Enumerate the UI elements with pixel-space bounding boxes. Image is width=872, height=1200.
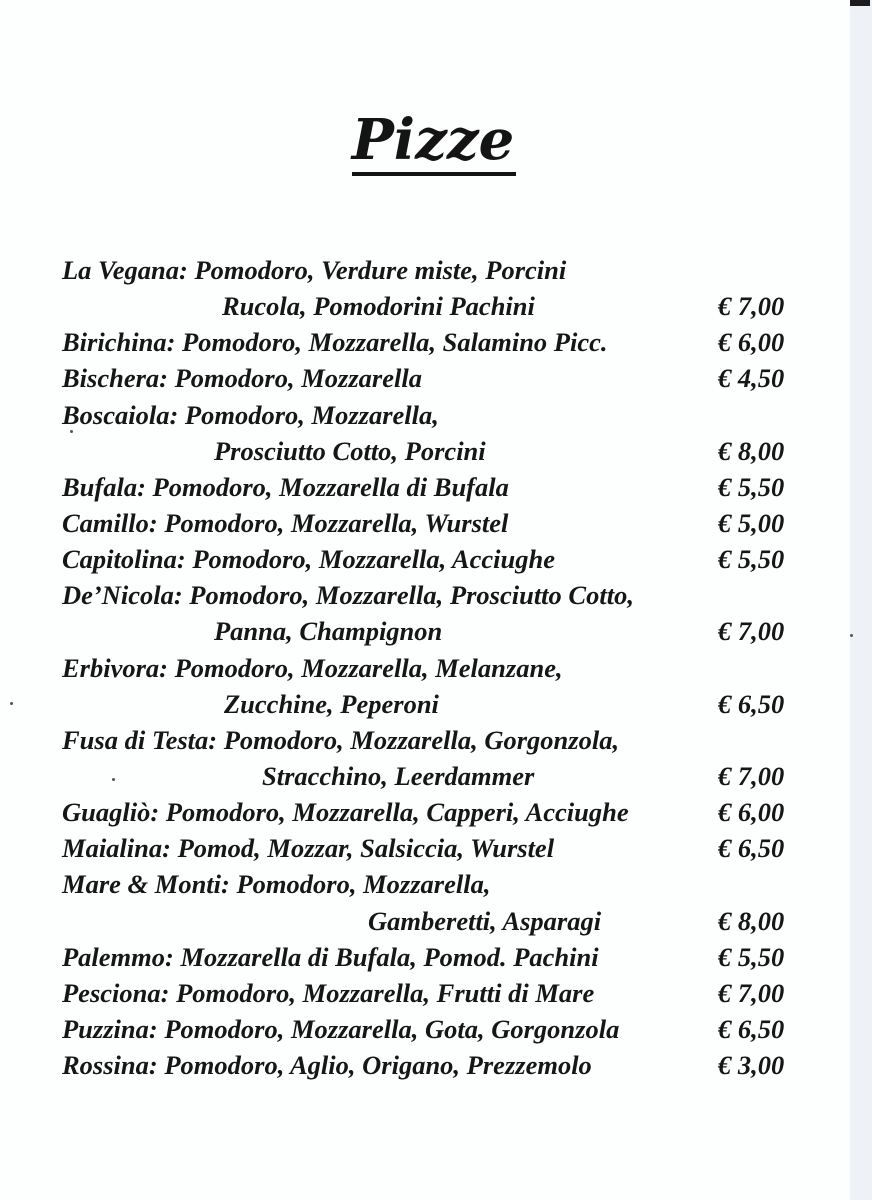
menu-line-price: € 7,00	[718, 977, 785, 1008]
menu-line-price: € 6,50	[718, 1013, 785, 1044]
menu-line-text: Bischera: Pomodoro, Mozzarella	[62, 363, 422, 394]
menu-line-text: Mare & Monti: Pomodoro, Mozzarella,	[62, 869, 491, 900]
menu-line	[62, 324, 802, 360]
scan-speck	[850, 634, 853, 637]
menu-line-text: Rucola, Pomodorini Pachini	[222, 291, 535, 322]
menu-line-text: Stracchino, Leerdammer	[262, 760, 535, 791]
menu-line-text: Capitolina: Pomodoro, Mozzarella, Acciughe	[62, 544, 555, 575]
pizza-list	[62, 252, 802, 1083]
menu-line	[62, 650, 802, 686]
menu-line-text: Guagliò: Pomodoro, Mozzarella, Capperi, Acciughe	[62, 797, 629, 828]
menu-line-price: € 5,00	[718, 507, 785, 538]
menu-line	[62, 541, 802, 577]
menu-line-text: Panna, Champignon	[214, 616, 443, 647]
menu-line	[62, 1011, 802, 1047]
menu-line-text: Birichina: Pomodoro, Mozzarella, Salamino Picc.	[62, 327, 608, 358]
menu-line	[62, 505, 802, 541]
menu-line-text: Maialina: Pomod, Mozzar, Salsiccia, Wurstel	[62, 833, 555, 864]
menu-line-price: € 5,50	[718, 471, 785, 502]
menu-line-text: Palemmo: Mozzarella di Bufala, Pomod. Pachini	[62, 941, 599, 972]
menu-line	[62, 252, 802, 288]
scan-speck	[112, 778, 115, 781]
menu-line-price: € 8,00	[718, 905, 785, 936]
menu-line-price: € 6,00	[718, 327, 785, 358]
menu-line-text: De’Nicola: Pomodoro, Mozzarella, Prosciutto Cotto,	[62, 580, 634, 611]
menu-line-price: € 5,50	[718, 941, 785, 972]
menu-line	[62, 830, 802, 866]
menu-line-text: Gamberetti, Asparagi	[368, 905, 602, 936]
scan-corner-mark	[850, 0, 870, 6]
menu-line-text: La Vegana: Pomodoro, Verdure miste, Porcini	[62, 255, 567, 285]
menu-line	[62, 577, 802, 613]
menu-line-price: € 6,00	[718, 797, 785, 828]
menu-line-text: Fusa di Testa: Pomodoro, Mozzarella, Gorgonzola,	[62, 724, 620, 755]
menu-line	[62, 469, 802, 505]
menu-line-price: € 7,00	[718, 291, 785, 322]
menu-line-text: Boscaiola: Pomodoro, Mozzarella,	[62, 399, 439, 430]
menu-line	[62, 722, 802, 758]
menu-line-price: € 5,50	[718, 544, 785, 575]
scan-speck	[70, 430, 73, 433]
menu-line	[62, 360, 802, 396]
menu-line	[62, 613, 802, 649]
menu-line	[62, 975, 802, 1011]
menu-line-text: Puzzina: Pomodoro, Mozzarella, Gota, Gorgonzola	[62, 1013, 620, 1044]
menu-line	[62, 433, 802, 469]
menu-line-text: Camillo: Pomodoro, Mozzarella, Wurstel	[62, 507, 509, 538]
menu-line-price: € 7,00	[718, 616, 785, 647]
menu-line	[62, 903, 802, 939]
menu-line-text: Bufala: Pomodoro, Mozzarella di Bufala	[62, 471, 509, 502]
title-block	[0, 108, 872, 176]
menu-line-text: Zucchine, Peperoni	[224, 688, 439, 719]
menu-line-text: Prosciutto Cotto, Porcini	[214, 435, 486, 466]
menu-line-text: Pesciona: Pomodoro, Mozzarella, Frutti di Mare	[62, 977, 595, 1008]
menu-line-text: Erbivora: Pomodoro, Mozzarella, Melanzane,	[62, 652, 563, 683]
scan-speck	[10, 702, 13, 705]
menu-line-price: € 6,50	[718, 688, 785, 719]
menu-line	[62, 1047, 802, 1083]
menu-line-price: € 7,00	[718, 760, 785, 791]
menu-line-price: € 8,00	[718, 435, 785, 466]
menu-line-price: € 6,50	[718, 833, 785, 864]
menu-line	[62, 794, 802, 830]
menu-line-text: Rossina: Pomodoro, Aglio, Origano, Prezzemolo	[62, 1050, 592, 1081]
menu-line	[62, 866, 802, 902]
menu-line	[62, 397, 802, 433]
menu-line	[62, 288, 802, 324]
menu-line-price: € 4,50	[718, 363, 785, 394]
scan-edge	[850, 0, 872, 1200]
menu-line	[62, 758, 802, 794]
page-title: Pizze	[352, 108, 517, 176]
menu-line	[62, 686, 802, 722]
menu-line	[62, 939, 802, 975]
menu-line-price: € 3,00	[718, 1050, 785, 1081]
